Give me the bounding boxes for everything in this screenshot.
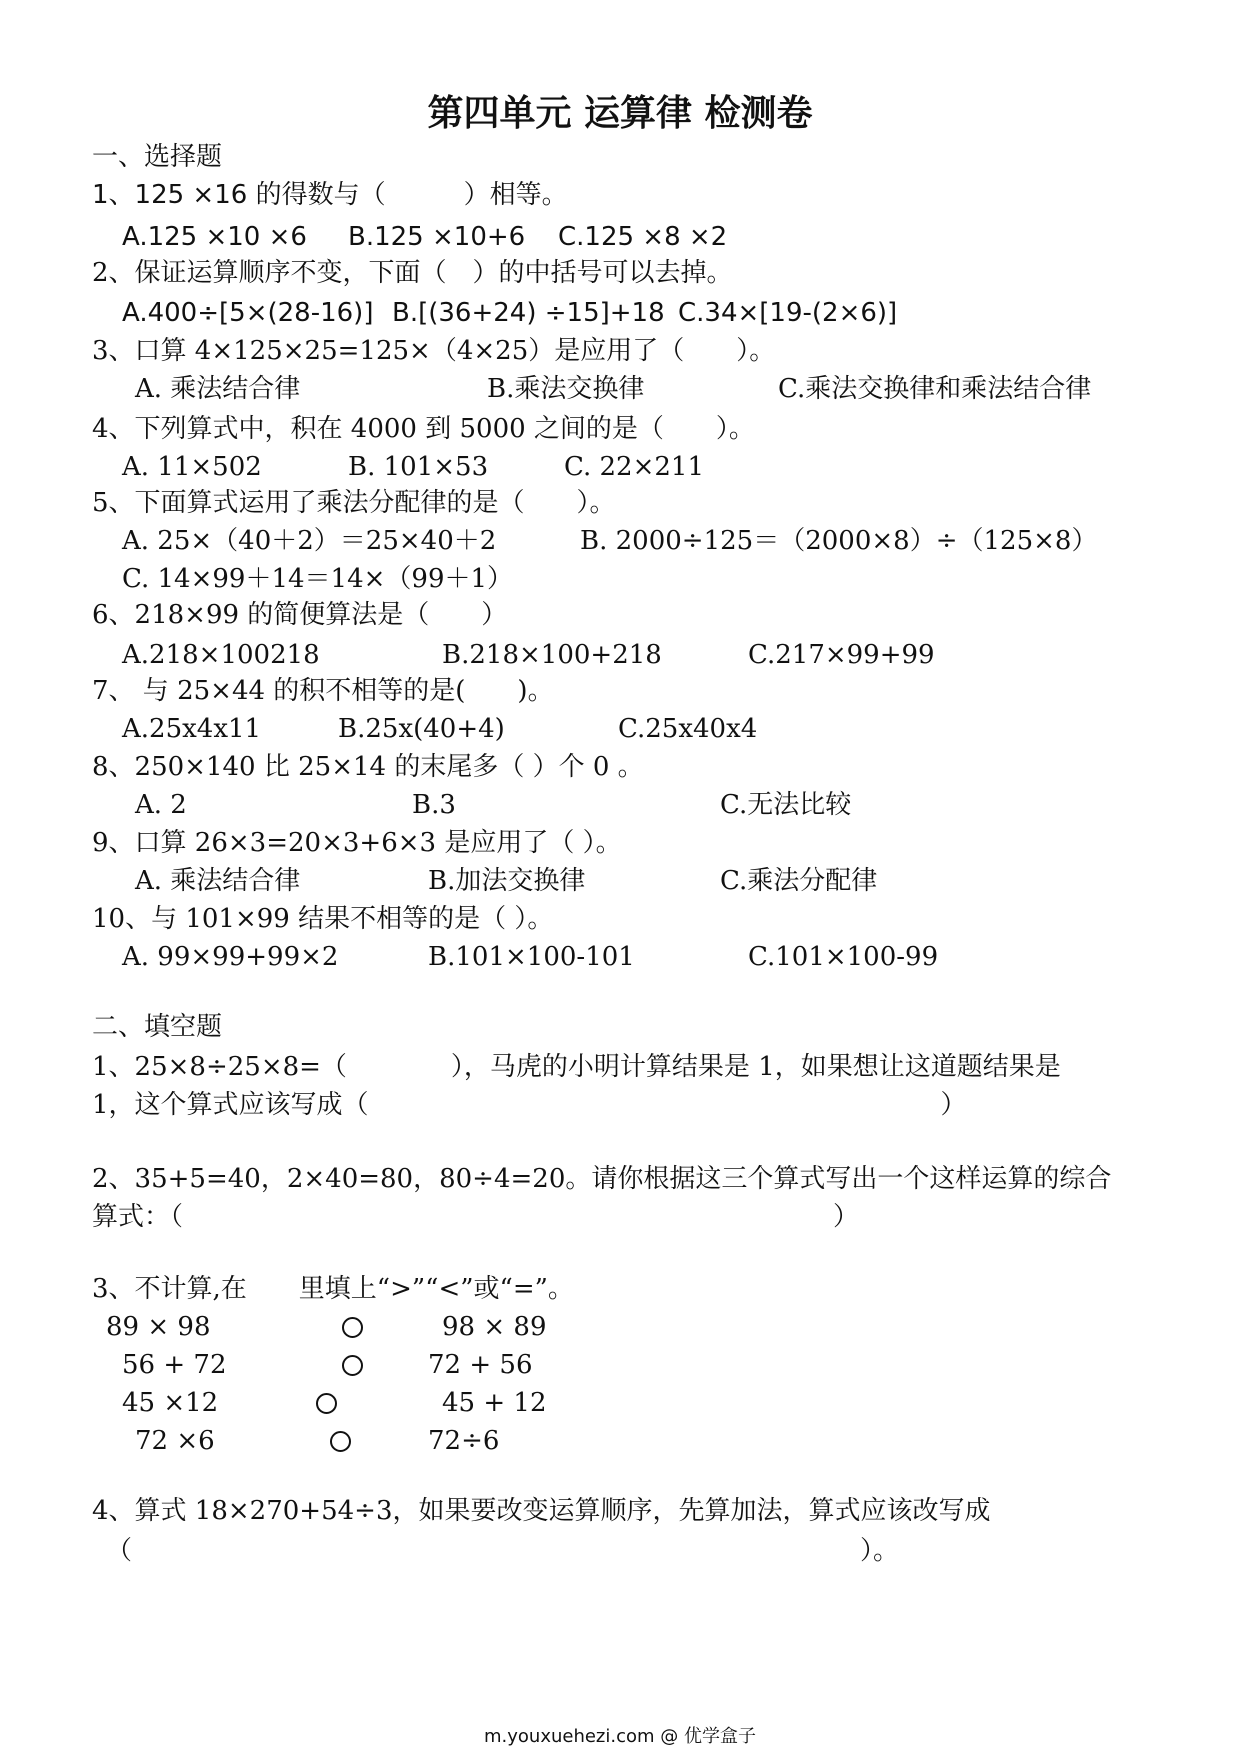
option: C.34×[19-(2×6)] [678,298,898,328]
option: B. 101×53 [348,452,489,482]
option: A.400÷[5×(28-16)] [122,298,374,328]
option: A.218×100218 [122,640,320,670]
option: B.25x(40+4) [338,714,505,744]
option: C. 22×211 [564,452,704,482]
question-stem: 2、保证运算顺序不变，下面（ ）的中括号可以去掉。 [92,258,733,288]
option: C.25x40x4 [618,714,758,744]
question-stem: 1、125 ×16 的得数与（ ）相等。 [92,180,568,210]
fill-question-line: （ ）。 [106,1536,900,1566]
question-stem: 4、下列算式中，积在 4000 到 5000 之间的是（ ）。 [92,414,755,444]
page-title: 第四单元 运算律 检测卷 [427,93,813,134]
option: A. 99×99+99×2 [122,942,339,972]
option: B.[(36+24) ÷15]+18 [392,298,665,328]
compare-circle[interactable] [342,1317,363,1338]
compare-right: 72 + 56 [428,1350,533,1380]
option: B.125 ×10+6 [348,222,526,252]
compare-circle[interactable] [342,1355,363,1376]
option: C. 14×99＋14＝14×（99＋1） [122,564,514,594]
option: B.加法交换律 [428,866,586,896]
fill-question-line: 3、不计算,在 里填上“>”“<”或“=”。 [92,1274,574,1304]
compare-circle[interactable] [330,1431,351,1452]
compare-left: 72 ×6 [135,1426,215,1456]
option: A. 11×502 [122,452,262,482]
question-stem: 5、下面算式运用了乘法分配律的是（ ）。 [92,488,616,518]
option: A.25x4x11 [122,714,262,744]
option: B.乘法交换律 [487,374,645,404]
question-stem: 9、口算 26×3=20×3+6×3 是应用了（ ）。 [92,828,622,858]
option: A. 2 [135,790,187,820]
option: C.乘法分配律 [720,866,878,896]
option: C.无法比较 [720,790,852,820]
option: A.125 ×10 ×6 [122,222,307,252]
section-heading: 一、选择题 [92,142,223,172]
question-stem: 10、与 101×99 结果不相等的是（ ）。 [92,904,554,934]
compare-right: 72÷6 [428,1426,500,1456]
footer-watermark: m.youxuehezi.com @ 优学盒子 [483,1726,756,1747]
fill-question-line: 算式：（ ） [92,1202,860,1232]
fill-question-line: 2、35+5=40，2×40=80，80÷4=20。请你根据这三个算式写出一个这样运算的综合 [92,1164,1112,1194]
option: C.125 ×8 ×2 [558,222,728,252]
compare-left: 56 + 72 [122,1350,227,1380]
compare-right: 45 + 12 [442,1388,547,1418]
option: C.101×100-99 [748,942,939,972]
option: C.乘法交换律和乘法结合律 [778,374,1092,404]
compare-left: 89 × 98 [106,1312,211,1342]
option: B.218×100+218 [442,640,662,670]
fill-question-line: 1，这个算式应该写成（ ） [92,1090,967,1120]
question-stem: 7、 与 25×44 的积不相等的是( )。 [92,676,554,706]
option: A. 乘法结合律 [135,866,301,896]
fill-question-line: 4、算式 18×270+54÷3，如果要改变运算顺序，先算加法，算式应该改写成 [92,1496,991,1526]
question-stem: 6、218×99 的简便算法是（ ） [92,600,508,630]
option: B.3 [412,790,456,820]
option: B.101×100-101 [428,942,635,972]
question-stem: 8、250×140 比 25×14 的末尾多（ ）个 0 。 [92,752,644,782]
compare-right: 98 × 89 [442,1312,547,1342]
option: A. 25×（40＋2）＝25×40＋2 [122,526,497,556]
section-heading: 二、填空题 [92,1012,223,1042]
question-stem: 3、口算 4×125×25=125×（4×25）是应用了（ ）。 [92,336,776,366]
option: A. 乘法结合律 [135,374,301,404]
compare-circle[interactable] [316,1393,337,1414]
option: C.217×99+99 [748,640,935,670]
fill-question-line: 1、25×8÷25×8=（ ），马虎的小明计算结果是 1，如果想让这道题结果是 [92,1052,1061,1082]
option: B. 2000÷125＝（2000×8）÷（125×8） [580,526,1098,556]
compare-left: 45 ×12 [122,1388,219,1418]
